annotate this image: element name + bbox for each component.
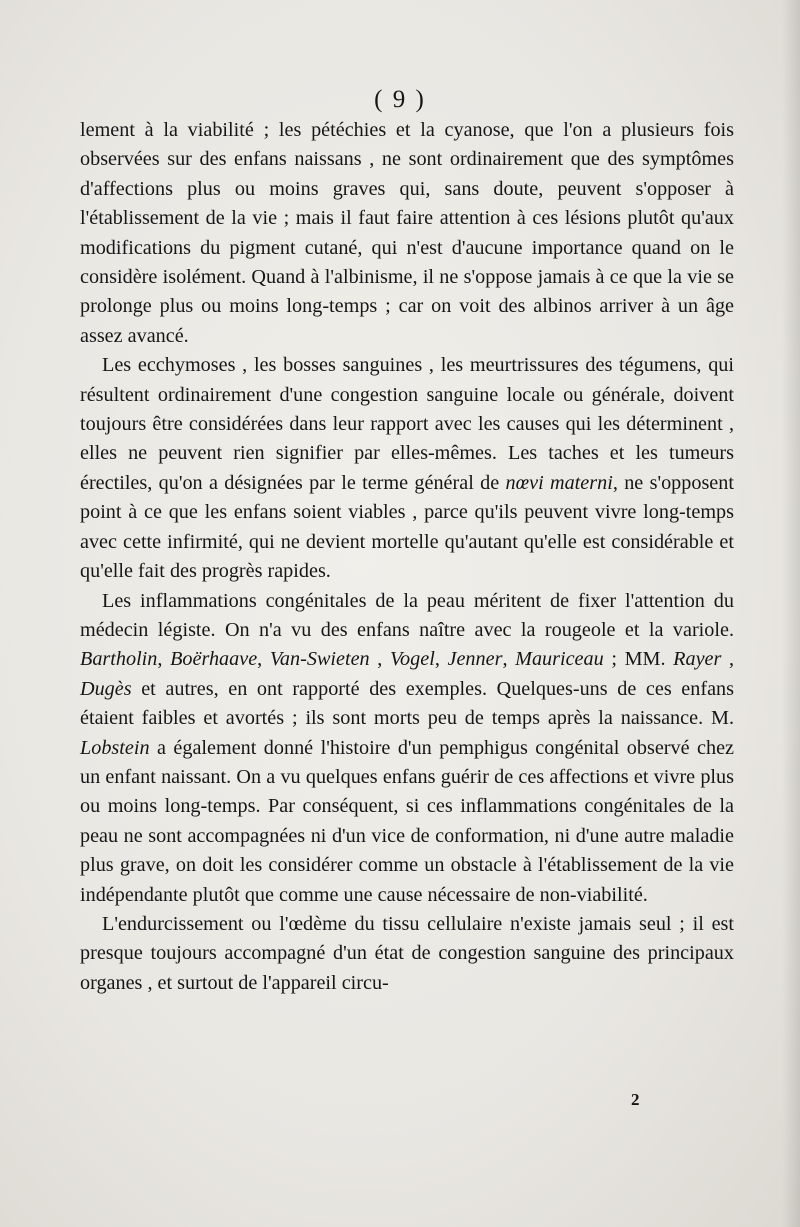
italic-run: Bartholin — [80, 648, 158, 671]
paragraph — [80, 116, 734, 351]
page-edge-shadow — [782, 0, 800, 1227]
signature-mark: 2 — [631, 1090, 640, 1109]
text-run: , — [502, 648, 516, 671]
text-run: et autres, en ont rapporté des exemples. Quelques-uns de ces enfans étaient faibles et avortés ; ils sont morts peu de temps après la naissance. M. — [80, 677, 734, 730]
text-run: a également donné l'histoire d'un pemphigus congénital observé chez un enfant naissant. On a vu quelques enfans guérir de ces affections et vivre plus ou moins long-temps. Par conséquent, si ces inflammations congénitales de la peau ne sont accompagnées ni d'un vice de conformation, ni d'une autre maladie plus grave, on doit les considérer comme un obstacle à l'établissement de la vie indépendante plutôt que comme une cause nécessaire de non-viabilité. — [80, 736, 734, 906]
text-run: L'endurcissement ou l'œdème du tissu cellulaire n'existe jamais seul ; il est presque toujours accompagné d'un état de congestion sanguine des principaux organes , et surtout de l'appareil circu- — [80, 912, 734, 994]
text-run: , — [434, 648, 448, 671]
paragraph — [80, 910, 734, 998]
text-run: , — [369, 648, 390, 671]
body-text — [80, 116, 734, 998]
paragraph — [80, 351, 734, 586]
italic-run: Dugès — [80, 677, 132, 700]
italic-run: Mauriceau — [515, 648, 604, 671]
text-run: Les ecchymoses , les bosses sanguines , les meurtrissures des tégumens, qui résultent ordinairement d'une congestion sanguine locale ou générale, doivent toujours être considérées dans leur rapport avec les causes qui les déterminent , elles ne peuvent rien signifier par elles-mêmes. Les taches et les tumeurs érectiles, qu'on a désignées par le terme général de — [80, 354, 734, 494]
paragraph — [80, 587, 734, 910]
text-run: Les inflammations congénitales de la peau méritent de fixer l'attention du médecin légiste. On n'a vu des enfans naître avec la rougeole et la variole. — [80, 589, 734, 641]
italic-run: Lobstein — [80, 736, 150, 759]
italic-run: Boërhaave — [170, 648, 258, 671]
italic-run: Van-Swieten — [269, 648, 370, 671]
italic-run: nœvi materni — [505, 471, 613, 494]
text-run: , ne s'opposent point à ce que les enfans soient viables , parce qu'ils peuvent vivre long-temps avec cette infirmité, qui ne devient mortelle qu'autant qu'elle est considérable et qu'elle fait des progrès rapides. — [80, 471, 734, 583]
text-run: , — [721, 648, 735, 671]
text-run: lement à la viabilité ; les pétéchies et la cyanose, que l'on a plusieurs fois observées sur des enfans naissans , ne sont ordinairement que des symptômes d'affections plus ou moins graves qui, sans doute, peuvent s'opposer à l'établissement de la vie ; mais il faut faire attention à ces lésions plutôt qu'aux modifications du pigment cutané, qui n'est d'aucune importance quand on le considère isolément. Quand à l'albinisme, il ne s'oppose jamais à ce que la vie se prolonge plus ou moins long-temps ; car on voit des albinos arriver à un âge assez avancé. — [80, 119, 734, 347]
text-run: , — [157, 648, 171, 671]
page-number: ( 9 ) — [374, 86, 426, 113]
italic-run: Vogel — [389, 648, 435, 671]
italic-run: Jenner — [447, 648, 503, 671]
text-run: , — [257, 648, 270, 671]
text-run: ; MM. — [603, 648, 674, 671]
italic-run: Rayer — [673, 648, 722, 671]
